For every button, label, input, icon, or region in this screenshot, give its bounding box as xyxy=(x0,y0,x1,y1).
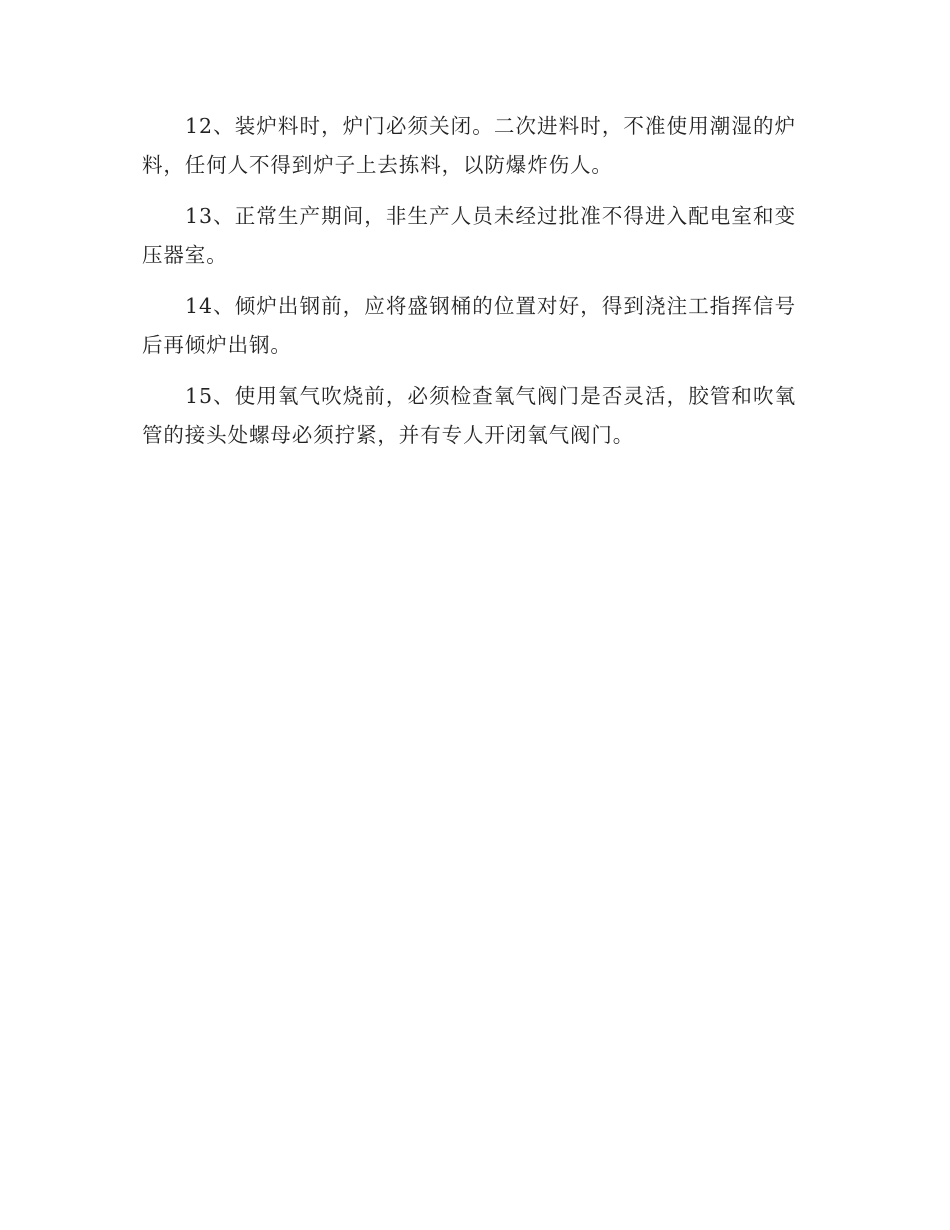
document-body xyxy=(142,107,796,467)
paragraph-item-13: 13、正常生产期间，非生产人员未经过批准不得进入配电室和变压器室。 xyxy=(142,204,796,267)
paragraph-item-15: 15、使用氧气吹烧前，必须检查氧气阀门是否灵活，胶管和吹氧管的接头处螺母必须拧紧，并有专人开闭氧气阀门。 xyxy=(142,384,796,447)
paragraph-item-12: 12、装炉料时，炉门必须关闭。二次进料时，不准使用潮湿的炉料，任何人不得到炉子上去拣料，以防爆炸伤人。 xyxy=(142,114,796,177)
paragraph-item-14: 14、倾炉出钢前，应将盛钢桶的位置对好，得到浇注工指挥信号后再倾炉出钢。 xyxy=(142,294,796,357)
